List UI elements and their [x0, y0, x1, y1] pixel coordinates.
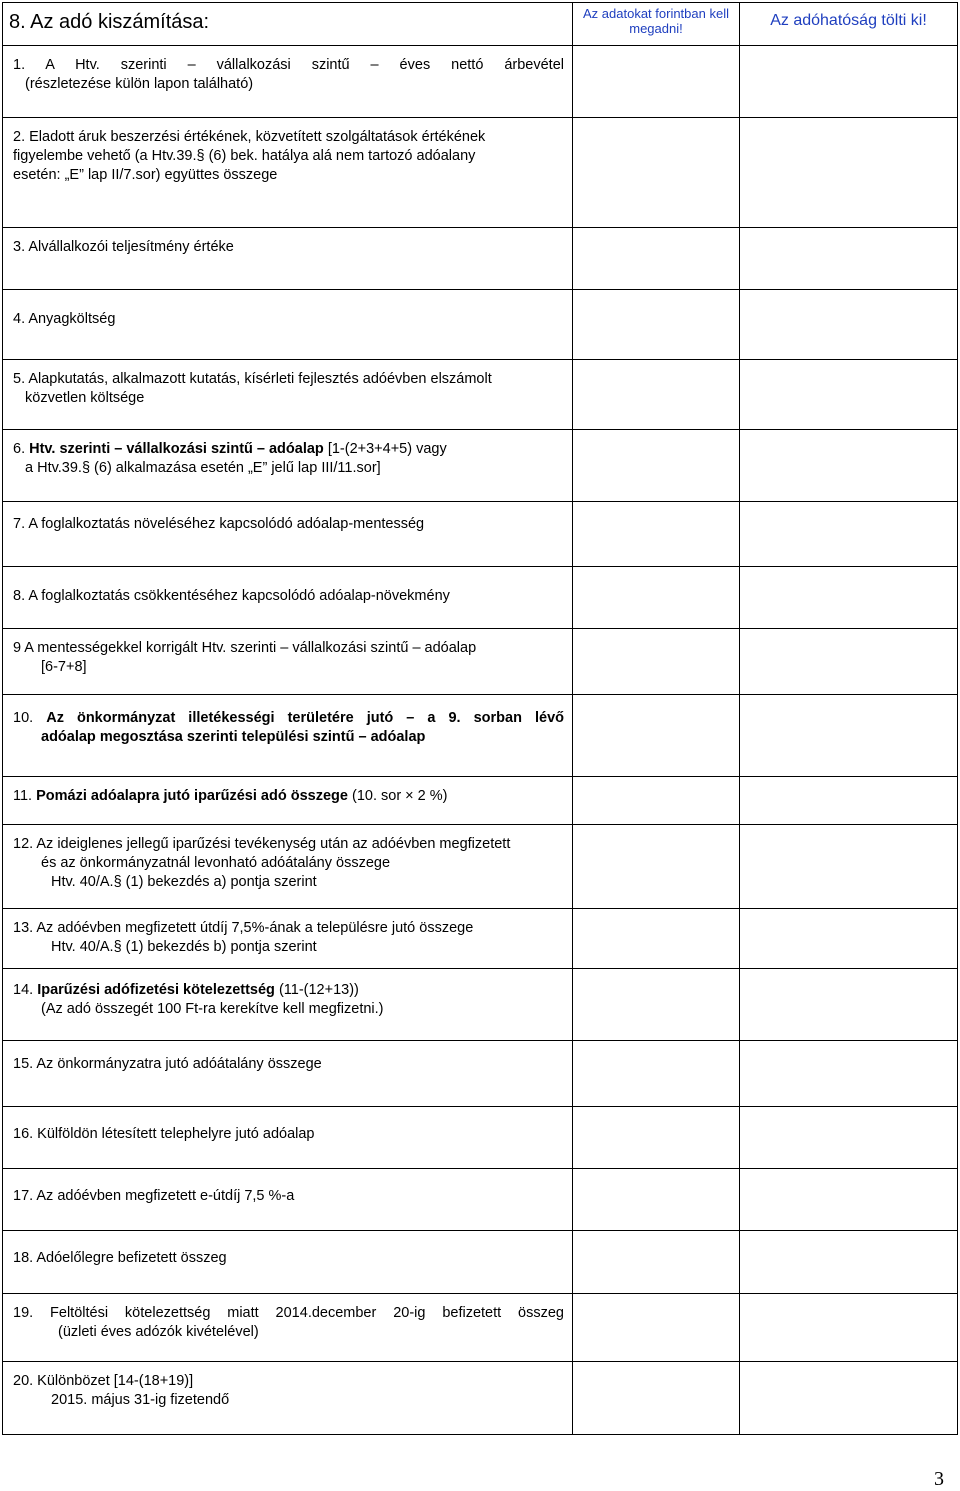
form-row-9 — [3, 629, 958, 695]
row-2-authority-field — [740, 118, 958, 228]
row-6-amount-field[interactable] — [573, 430, 740, 502]
row-1-line-2: (részletezése külön lapon található) — [25, 76, 254, 92]
row-11-formula: (10. sor × 2 %) — [347, 788, 448, 804]
page-number: 3 — [934, 1468, 944, 1490]
row-4-label: 4. Anyagköltség — [3, 290, 573, 360]
row-13-authority-field — [740, 909, 958, 969]
row-9-line-1: 9 A mentességekkel korrigált Htv. szerinti – vállalkozási szintű – adóalap — [13, 640, 477, 656]
row-16-authority-field — [740, 1107, 958, 1169]
row-17-label: 17. Az adóévben megfizetett e-útdíj 7,5 %-a — [3, 1169, 573, 1231]
row-7-amount-field[interactable] — [573, 502, 740, 567]
row-18-amount-field[interactable] — [573, 1231, 740, 1294]
row-2-line-1: 2. Eladott áruk beszerzési értékének, közvetített szolgáltatások értékének — [13, 129, 486, 145]
row-5-line-1: 5. Alapkutatás, alkalmazott kutatás, kísérleti fejlesztés adóévben elszámolt — [13, 371, 492, 387]
row-1-label — [3, 46, 573, 118]
form-row-15 — [3, 1041, 958, 1107]
row-3-authority-field — [740, 228, 958, 290]
form-row-3 — [3, 228, 958, 290]
row-11-amount-field[interactable] — [573, 777, 740, 825]
row-17-authority-field — [740, 1169, 958, 1231]
row-10-bold-text-1: Az önkormányzat illetékességi területére jutó – a 9. sorban lévő — [46, 710, 565, 726]
row-5-line-2: közvetlen költsége — [25, 390, 145, 406]
row-2-line-3: esetén: „E” lap II/7.sor) együttes összege — [13, 167, 278, 183]
row-15-authority-field — [740, 1041, 958, 1107]
row-15-label: 15. Az önkormányzatra jutó adóátalány összege — [3, 1041, 573, 1107]
row-3-label: 3. Alvállalkozói teljesítmény értéke — [3, 228, 573, 290]
form-header-row — [3, 3, 958, 46]
row-18-authority-field — [740, 1231, 958, 1294]
form-row-12 — [3, 825, 958, 909]
row-5-label — [3, 360, 573, 430]
row-12-line-1: 12. Az ideiglenes jellegű iparűzési tevékenység után az adóévben megfizetett — [13, 836, 511, 852]
row-13-label — [3, 909, 573, 969]
row-14-number: 14. — [13, 982, 34, 998]
form-row-18 — [3, 1231, 958, 1294]
row-8-authority-field — [740, 567, 958, 629]
row-15-amount-field[interactable] — [573, 1041, 740, 1107]
row-1-amount-field[interactable] — [573, 46, 740, 118]
row-1-line-1: 1. A Htv. szerinti – vállalkozási szintű – éves nettó árbevétel — [13, 57, 564, 73]
row-8-label: 8. A foglalkoztatás csökkentéséhez kapcsolódó adóalap-növekmény — [3, 567, 573, 629]
row-11-number: 11. — [13, 788, 33, 804]
row-9-authority-field — [740, 629, 958, 695]
row-2-label — [3, 118, 573, 228]
row-12-amount-field[interactable] — [573, 825, 740, 909]
row-17-amount-field[interactable] — [573, 1169, 740, 1231]
row-11-bold-text: Pomázi adóalapra jutó iparűzési adó összege — [36, 788, 348, 804]
row-20-authority-field — [740, 1362, 958, 1435]
row-14-label — [3, 969, 573, 1041]
section-title: 8. Az adó kiszámítása: — [3, 3, 573, 46]
authority-note: Az adóhatóság tölti ki! — [740, 3, 958, 46]
row-19-amount-field[interactable] — [573, 1294, 740, 1362]
row-14-authority-field — [740, 969, 958, 1041]
row-8-amount-field[interactable] — [573, 567, 740, 629]
row-10-authority-field — [740, 695, 958, 777]
form-row-11 — [3, 777, 958, 825]
row-18-label: 18. Adóelőlegre befizetett összeg — [3, 1231, 573, 1294]
row-20-line-1: 20. Különbözet [14-(18+19)] — [13, 1373, 194, 1389]
form-row-14 — [3, 969, 958, 1041]
row-2-amount-field[interactable] — [573, 118, 740, 228]
row-7-label: 7. A foglalkoztatás növeléséhez kapcsolódó adóalap-mentesség — [3, 502, 573, 567]
row-2-line-2: figyelembe vehető (a Htv.39.§ (6) bek. hatálya alá nem tartozó adóalany — [13, 148, 476, 164]
row-19-authority-field — [740, 1294, 958, 1362]
row-12-label — [3, 825, 573, 909]
row-7-authority-field — [740, 502, 958, 567]
row-12-line-2: és az önkormányzatnál levonható adóátalány összege — [41, 855, 391, 871]
row-13-amount-field[interactable] — [573, 909, 740, 969]
row-5-amount-field[interactable] — [573, 360, 740, 430]
row-19-label — [3, 1294, 573, 1362]
row-6-formula: [1-(2+3+4+5) vagy — [323, 441, 447, 457]
row-19-line-2: (üzleti éves adózók kivételével) — [58, 1324, 259, 1340]
row-14-line-1 — [13, 981, 564, 1000]
form-row-17 — [3, 1169, 958, 1231]
row-20-label — [3, 1362, 573, 1435]
row-20-amount-field[interactable] — [573, 1362, 740, 1435]
row-11-label — [3, 777, 573, 825]
form-row-19 — [3, 1294, 958, 1362]
form-row-6 — [3, 430, 958, 502]
row-10-line-2: adóalap megosztása szerinti települési szintű – adóalap — [41, 729, 426, 745]
row-14-formula: (11-(12+13)) — [274, 982, 359, 998]
form-row-8 — [3, 567, 958, 629]
form-row-10 — [3, 695, 958, 777]
form-row-13 — [3, 909, 958, 969]
row-16-label: 16. Külföldön létesített telephelyre jutó adóalap — [3, 1107, 573, 1169]
row-9-line-2: [6-7+8] — [41, 659, 87, 675]
row-1-authority-field — [740, 46, 958, 118]
row-19-line-1: 19. Feltöltési kötelezettség miatt 2014.december 20-ig befizetett összeg — [13, 1305, 564, 1321]
form-row-20 — [3, 1362, 958, 1435]
row-4-amount-field[interactable] — [573, 290, 740, 360]
row-6-label — [3, 430, 573, 502]
form-row-2 — [3, 118, 958, 228]
form-row-5 — [3, 360, 958, 430]
row-6-line-2: a Htv.39.§ (6) alkalmazása esetén „E” jelű lap III/11.sor] — [25, 460, 381, 476]
row-6-number: 6. — [13, 441, 26, 457]
row-10-line-1 — [13, 709, 564, 728]
row-12-authority-field — [740, 825, 958, 909]
row-13-line-2: Htv. 40/A.§ (1) bekezdés b) pontja szerint — [51, 939, 317, 955]
row-6-line-1 — [13, 440, 564, 459]
row-13-line-1: 13. Az adóévben megfizetett útdíj 7,5%-ának a településre jutó összege — [13, 920, 474, 936]
currency-note: Az adatokat forintban kell megadni! — [573, 3, 740, 46]
row-6-bold-text: Htv. szerinti – vállalkozási szintű – adóalap — [29, 441, 324, 457]
row-14-line-2: (Az adó összegét 100 Ft-ra kerekítve kell megfizetni.) — [41, 1001, 384, 1017]
form-row-16 — [3, 1107, 958, 1169]
row-5-authority-field — [740, 360, 958, 430]
row-11-authority-field — [740, 777, 958, 825]
row-6-authority-field — [740, 430, 958, 502]
row-9-label — [3, 629, 573, 695]
form-row-7 — [3, 502, 958, 567]
row-9-amount-field[interactable] — [573, 629, 740, 695]
row-10-amount-field[interactable] — [573, 695, 740, 777]
row-3-amount-field[interactable] — [573, 228, 740, 290]
row-12-line-3: Htv. 40/A.§ (1) bekezdés a) pontja szerint — [51, 874, 317, 890]
row-4-authority-field — [740, 290, 958, 360]
row-14-bold-text: Iparűzési adófizetési kötelezettség — [37, 982, 275, 998]
row-10-label — [3, 695, 573, 777]
row-10-number: 10. — [13, 710, 34, 726]
row-20-line-2: 2015. május 31-ig fizetendő — [51, 1392, 230, 1408]
form-row-4 — [3, 290, 958, 360]
tax-calculation-form — [2, 2, 958, 1435]
row-14-amount-field[interactable] — [573, 969, 740, 1041]
row-16-amount-field[interactable] — [573, 1107, 740, 1169]
form-row-1 — [3, 46, 958, 118]
